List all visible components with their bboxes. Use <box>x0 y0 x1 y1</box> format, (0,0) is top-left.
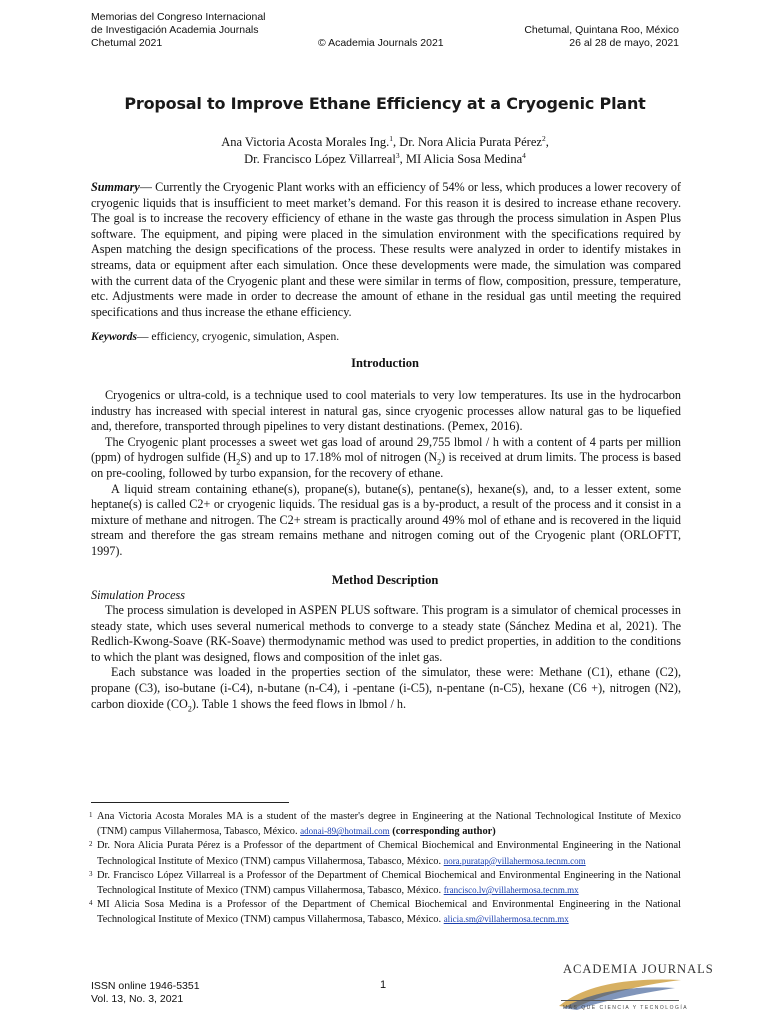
intro-paragraph-2 <box>91 435 681 482</box>
header-dates: 26 al 28 de mayo, 2021 <box>569 37 679 49</box>
footnotes <box>91 810 681 928</box>
abstract-label: Summary <box>91 180 140 194</box>
abstract <box>91 180 681 320</box>
co2-subscript: 2 <box>187 704 192 713</box>
footnote-email-link[interactable]: alicia.sm@villahermosa.tecnm.mx <box>443 914 569 925</box>
author-1: Ana Victoria Acosta Morales Ing. <box>221 135 390 149</box>
footnote <box>91 839 681 868</box>
method-body <box>91 603 681 712</box>
h2s-subscript: 2 <box>236 457 241 467</box>
page-number: 1 <box>380 979 387 991</box>
volume: Vol. 13, No. 3, 2021 <box>91 993 184 1005</box>
author-line-2 <box>0 151 770 168</box>
author-list <box>0 134 770 168</box>
simulation-subheading: Simulation Process <box>91 588 185 602</box>
author-2: , Dr. Nora Alicia Purata Pérez <box>393 135 542 149</box>
author-1-mark: 1 <box>389 133 394 143</box>
author-2-mark: 2 <box>541 133 546 143</box>
keywords-text: — efficiency, cryogenic, simulation, Aspen. <box>137 331 340 343</box>
logo-tagline: MÁS QUE CIENCIA Y TECNOLOGÍA <box>563 1005 689 1011</box>
n2-subscript: 2 <box>437 457 442 467</box>
intro-paragraph-1: Cryogenics or ultra-cold, is a technique used to cool materials to very low temperatures. Its use in the hydrocarbon industry has increased with special interest in natural gas, since cryogenic processes allow natural gas to be liquefied and, therefore, transported through pipelines to very distant destinations. (Pemex, 2016). <box>91 388 681 434</box>
issn: ISSN online 1946-5351 <box>91 980 200 992</box>
author-3-mark: 3 <box>395 150 400 160</box>
paper-title: Proposal to Improve Ethane Efficiency at a Cryogenic Plant <box>124 94 646 113</box>
method-p2-part-a: Each substance was loaded in the properties section of the simulator, these were: Methane (C1), ethane (C2), propane (C3), iso-butane (i-C4), n-butane (n-C4), i -pentane (i-C5), n-pentane (n-C5), hexane (C6 +), nitrogen (N2), carbon dioxide (CO <box>91 665 681 711</box>
keywords-label: Keywords <box>91 331 137 343</box>
method-paragraph-2 <box>91 665 681 712</box>
method-paragraph-1: The process simulation is developed in ASPEN PLUS software. This program is a simulator of chemical processes in steady state, which uses several numerical methods to converge to a steady state (Sánchez Medina et al, 2021). The Redlich-Kwong-Soave (RK-Soave) thermodynamic method was used to predict properties, in addition to the conditions to which the plant was designed, flows and composition of the inlet gas. <box>91 603 681 664</box>
abstract-text: — Currently the Cryogenic Plant works with an efficiency of 54% or less, which produces a lower recovery of cryogenic liquids that is insufficient to meet market’s demand. For this reason it is desired to increase ethane recovery. The goal is to increase the recovery efficiency of ethane in the waste gas through the process simulation in Aspen Plus software. The equipment, and piping were placed in the simulation environment with the specifications required by Aspen matching the design specifications of the process. These results were analyzed in order to identify mistakes in streams, data or equipment after each simulation. Once these developments were made, the simulation was compared with the current data of the Cryogenic plant and these were similar in terms of flow, composition, pressure, temperature, etc. Adjustments were made in order to decrease the amount of ethane in the residual gas until meeting the required specifications and thus increase the ethane efficiency. <box>91 180 681 319</box>
logo-underline <box>561 1000 679 1001</box>
footnote-divider <box>91 802 289 803</box>
footnote <box>91 869 681 898</box>
introduction-body <box>91 388 681 560</box>
introduction-heading: Introduction <box>351 356 419 370</box>
method-heading: Method Description <box>331 573 439 587</box>
footer-issn-block <box>91 980 200 1006</box>
header-left <box>91 11 266 50</box>
footnote-text: Dr. Nora Alicia Purata Pérez is a Professor of the department of Chemical Biochemical and Environmental Engineering in the National Technological Institute of Mexico (TNM) campus Villahermosa, Tabasco, México. <box>97 840 681 867</box>
keywords <box>91 330 681 346</box>
footnote-number: 3 <box>89 869 93 878</box>
footnote-text: Ana Victoria Acosta Morales MA is a student of the master's degree in Engineering at the National Technological Institute of Mexico (TNM) campus Villahermosa, Tabasco, México. <box>97 811 681 838</box>
footnote-email-link[interactable]: adonai-89@hotmail.com <box>300 826 390 837</box>
footnote <box>91 898 681 927</box>
footnote-text: Dr. Francisco López Villarreal is a Professor of the Department of Chemical Biochemical and Environmental Engineering in the National Technological Institute of Mexico (TNM) campus Villahermosa, Tabasco, México. <box>97 869 681 897</box>
header-conference: Memorias del Congreso Internacional <box>91 11 266 23</box>
header-conference-line2: de Investigación Academia Journals <box>91 24 259 36</box>
intro-p2-part-b: S) and up to 17.18% mol of nitrogen (N <box>240 450 438 465</box>
footnote-email-link[interactable]: nora.puratap@villahermosa.tecnm.com <box>443 855 586 866</box>
intro-p2-part-c: ) is received at drum limits. The process is based on pre-cooling, followed by turbo expansion, for the recovery of ethane. <box>91 450 682 480</box>
footnote <box>91 810 681 839</box>
author-4-mark: 4 <box>522 150 526 160</box>
footnote-email-link[interactable]: francisco.lv@villahermosa.tecnm.mx <box>443 885 579 896</box>
header-event: Chetumal 2021 <box>91 37 163 49</box>
header-right <box>524 24 679 50</box>
footnote-number: 1 <box>89 811 93 819</box>
corresponding-author-note: (corresponding author) <box>392 826 496 838</box>
author-4: , MI Alicia Sosa Medina <box>399 152 523 166</box>
method-p2-part-b: ). Table 1 shows the feed flows in lbmol / h. <box>191 696 407 711</box>
footnote-text: MI Alicia Sosa Medina is a Professor of the Department of Chemical Biochemical and Environmental Engineering in the National Technological Institute of Mexico (TNM) campus Villahermosa, Tabasco, México. <box>97 899 681 926</box>
author-3: Dr. Francisco López Villarreal <box>244 152 396 166</box>
intro-paragraph-3: A liquid stream containing ethane(s), propane(s), butane(s), pentane(s), hexane(s), and, to a lesser extent, some heptane(s) is called C2+ or cryogenic liquids. The residual gas is a by-product, a result of the process and it consist in a mixture of methane and nitrogen. The C2+ stream is practically around 49% mol of ethane and is recovered in the liquid stream and therefore the gas stream remains methane and nitrogen coming out of the Cryogenic plant (ORLOFTT, 1997). <box>91 481 681 558</box>
header-copyright: © Academia Journals 2021 <box>318 37 444 49</box>
intro-p2-part-a: The Cryogenic plant processes a sweet wet gas load of around 29,755 lbmol / h with a content of 4 parts per million (ppm) of hydrogen sulfide (H <box>91 434 681 465</box>
header-location: Chetumal, Quintana Roo, México <box>524 24 679 36</box>
author-separator: , <box>545 135 549 149</box>
footnote-number: 4 <box>89 899 93 908</box>
logo-wordmark: ACADEMIA JOURNALS <box>563 962 714 976</box>
footnote-number: 2 <box>89 840 93 849</box>
author-line-1 <box>0 134 770 151</box>
